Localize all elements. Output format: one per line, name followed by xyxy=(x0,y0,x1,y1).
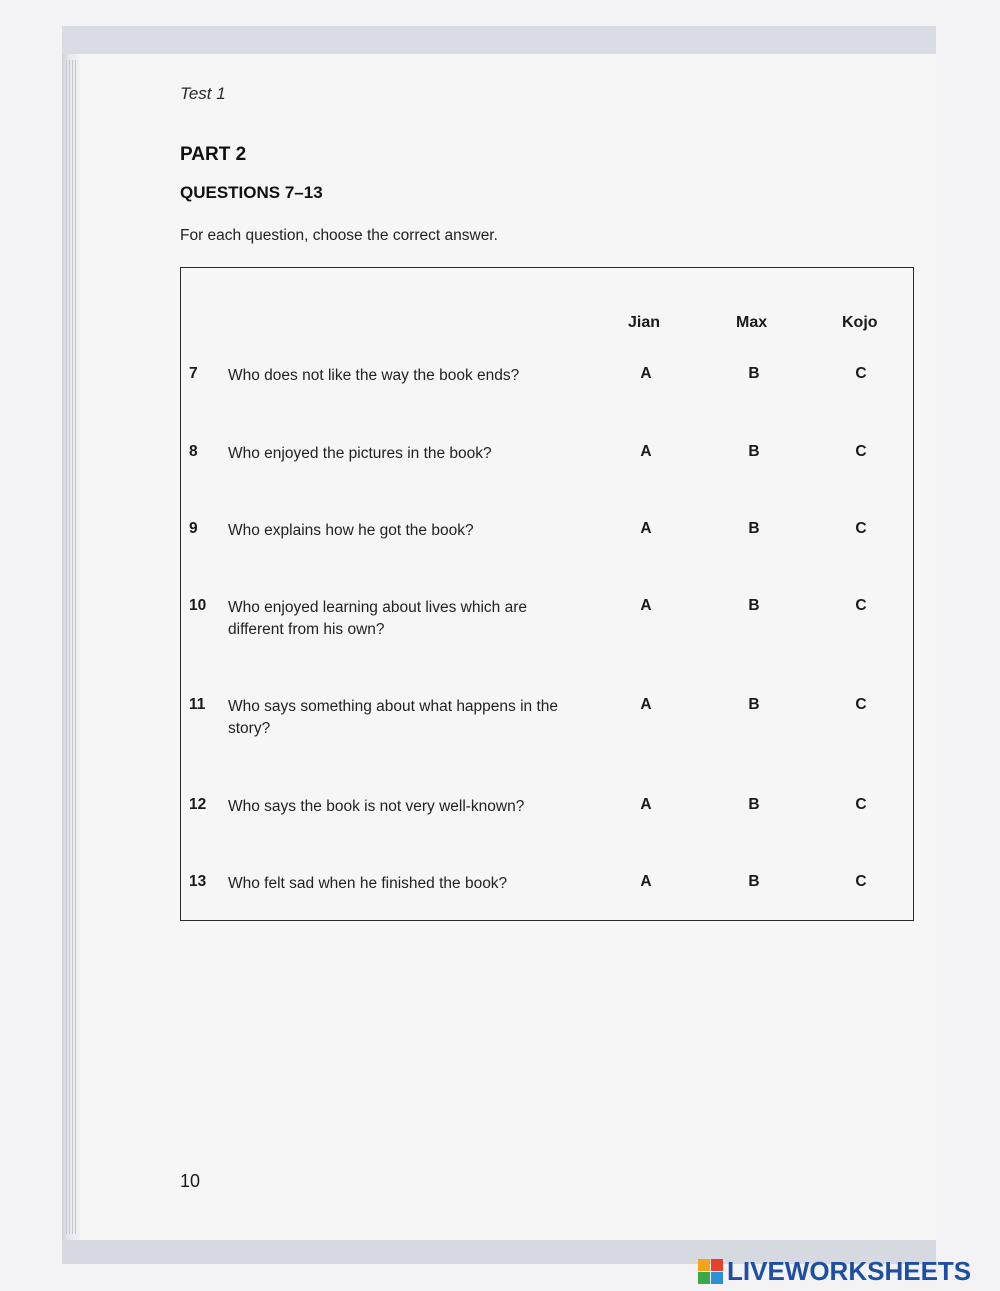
option-c-kojo[interactable]: C xyxy=(855,696,867,713)
option-a-jian[interactable]: A xyxy=(640,365,652,382)
option-a-jian[interactable]: A xyxy=(640,443,652,460)
question-text: Who enjoyed the pictures in the book? xyxy=(228,445,492,462)
question-number: 8 xyxy=(189,443,198,460)
option-c-kojo[interactable]: C xyxy=(855,597,867,614)
question-text: Who enjoyed learning about lives which are different from his own? xyxy=(228,599,527,638)
question-number: 11 xyxy=(189,696,206,713)
scan-top-strip xyxy=(62,26,936,54)
question-number: 9 xyxy=(189,520,198,537)
option-c-kojo[interactable]: C xyxy=(855,443,867,460)
liveworksheets-logo-icon xyxy=(698,1259,723,1284)
option-a-jian[interactable]: A xyxy=(640,696,652,713)
test-label: Test 1 xyxy=(180,84,226,103)
question-number: 7 xyxy=(189,365,198,382)
question-text: Who explains how he got the book? xyxy=(228,522,474,539)
liveworksheets-logo xyxy=(698,1256,971,1286)
option-a-jian[interactable]: A xyxy=(640,597,652,614)
question-text: Who says something about what happens in the story? xyxy=(228,698,559,737)
page-number: 10 xyxy=(180,1171,201,1191)
option-b-max[interactable]: B xyxy=(748,365,760,382)
option-a-jian[interactable]: A xyxy=(640,796,652,813)
option-b-max[interactable]: B xyxy=(748,696,760,713)
instruction-text: For each question, choose the correct answer. xyxy=(180,227,498,244)
option-b-max[interactable]: B xyxy=(748,796,760,813)
option-b-max[interactable]: B xyxy=(748,873,760,890)
option-c-kojo[interactable]: C xyxy=(855,873,867,890)
option-b-max[interactable]: B xyxy=(748,520,760,537)
option-b-max[interactable]: B xyxy=(748,443,760,460)
column-header-jian: Jian xyxy=(628,314,661,331)
option-c-kojo[interactable]: C xyxy=(855,796,867,813)
questions-range-title: QUESTIONS 7–13 xyxy=(180,183,323,202)
question-text: Who does not like the way the book ends? xyxy=(228,367,520,384)
question-number: 12 xyxy=(189,796,207,813)
option-a-jian[interactable]: A xyxy=(640,873,652,890)
question-number: 10 xyxy=(189,597,207,614)
liveworksheets-logo-text: LIVEWORKSHEETS xyxy=(727,1255,972,1286)
part-title: PART 2 xyxy=(180,144,247,165)
question-text: Who says the book is not very well-known? xyxy=(228,798,525,815)
option-c-kojo[interactable]: C xyxy=(855,365,867,382)
option-b-max[interactable]: B xyxy=(748,597,760,614)
book-page-edge-lines xyxy=(66,60,76,1234)
option-a-jian[interactable]: A xyxy=(640,520,652,537)
option-c-kojo[interactable]: C xyxy=(855,520,867,537)
column-header-kojo: Kojo xyxy=(842,314,878,331)
question-number: 13 xyxy=(189,873,207,890)
question-text: Who felt sad when he finished the book? xyxy=(228,875,508,892)
column-header-max: Max xyxy=(736,314,768,331)
